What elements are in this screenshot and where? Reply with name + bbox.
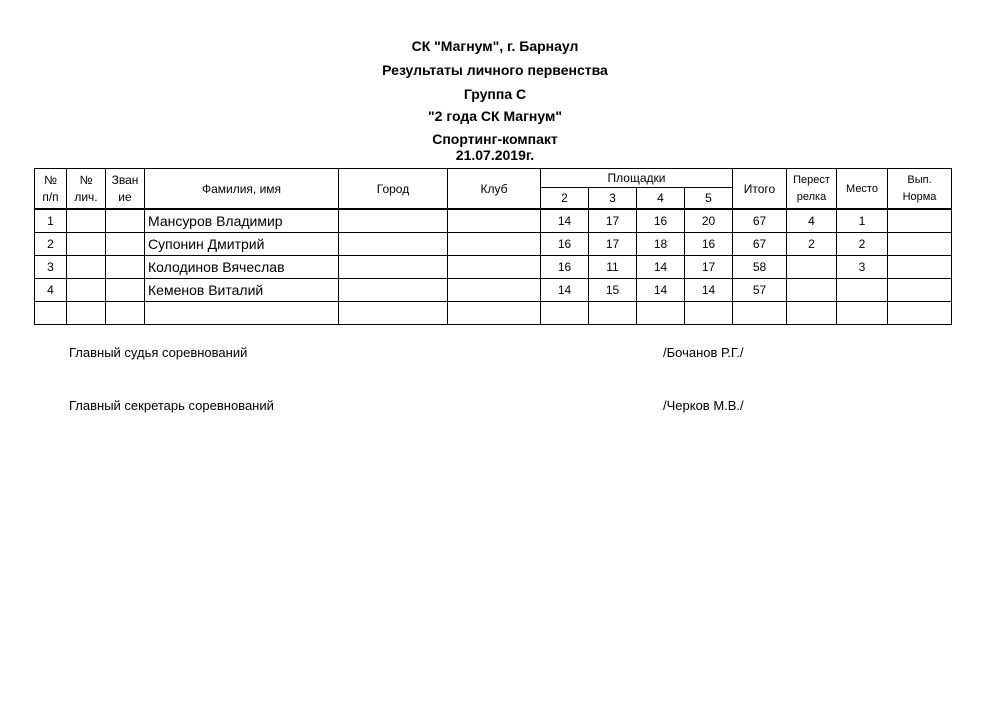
col-rank-header: Зван ие	[106, 169, 145, 210]
table-row	[35, 209, 952, 233]
table-row	[35, 279, 952, 302]
col-license-header: № лич.	[67, 169, 106, 210]
row-platform-4: 14	[637, 256, 685, 279]
row-platform-4: 18	[637, 233, 685, 256]
row-club	[448, 279, 541, 302]
row-num: 1	[35, 209, 67, 233]
empty-cell	[145, 302, 339, 325]
empty-cell	[67, 302, 106, 325]
col-platform-5-header: 5	[685, 188, 733, 210]
row-club	[448, 233, 541, 256]
col-norm-header: Вып. Норма	[888, 169, 952, 210]
row-name: Мансуров Владимир	[145, 209, 339, 233]
row-norm	[888, 279, 952, 302]
empty-cell	[106, 302, 145, 325]
empty-cell	[787, 302, 837, 325]
row-platform-3: 17	[589, 233, 637, 256]
row-total: 58	[733, 256, 787, 279]
row-total: 67	[733, 233, 787, 256]
empty-cell	[888, 302, 952, 325]
row-num: 4	[35, 279, 67, 302]
row-city	[339, 256, 448, 279]
empty-cell	[837, 302, 888, 325]
date-title: 21.07.2019г.	[455, 147, 535, 163]
discipline-title: Спортинг-компакт	[432, 131, 558, 147]
row-shootoff: 2	[787, 233, 837, 256]
judge-name: /Бочанов Р.Г./	[663, 345, 744, 360]
row-total: 57	[733, 279, 787, 302]
row-club	[448, 256, 541, 279]
row-rank	[106, 233, 145, 256]
row-platform-5: 20	[685, 209, 733, 233]
table-row	[35, 256, 952, 279]
row-place	[837, 279, 888, 302]
col-club-header: Клуб	[448, 169, 541, 210]
row-norm	[888, 256, 952, 279]
row-platform-5: 17	[685, 256, 733, 279]
row-platform-2: 14	[541, 279, 589, 302]
row-city	[339, 233, 448, 256]
empty-cell	[685, 302, 733, 325]
row-total: 67	[733, 209, 787, 233]
row-rank	[106, 279, 145, 302]
col-platform-2-header: 2	[541, 188, 589, 210]
col-name-header: Фамилия, имя	[145, 169, 339, 210]
row-platform-4: 14	[637, 279, 685, 302]
row-license	[67, 279, 106, 302]
row-place: 2	[837, 233, 888, 256]
group-title: Группа С	[463, 86, 527, 102]
results-table	[34, 168, 952, 325]
table-row-empty	[35, 302, 952, 325]
row-platform-5: 14	[685, 279, 733, 302]
row-shootoff	[787, 279, 837, 302]
empty-cell	[589, 302, 637, 325]
col-platforms-header: Площадки	[541, 169, 733, 188]
row-place: 1	[837, 209, 888, 233]
row-license	[67, 209, 106, 233]
row-norm	[888, 233, 952, 256]
empty-cell	[339, 302, 448, 325]
row-num: 3	[35, 256, 67, 279]
secretary-name: /Черков М.В./	[663, 398, 744, 413]
row-platform-2: 16	[541, 233, 589, 256]
row-num: 2	[35, 233, 67, 256]
row-platform-2: 16	[541, 256, 589, 279]
empty-cell	[637, 302, 685, 325]
col-platform-4-header: 4	[637, 188, 685, 210]
row-license	[67, 256, 106, 279]
row-platform-3: 15	[589, 279, 637, 302]
row-place: 3	[837, 256, 888, 279]
results-title: Результаты личного первенства	[382, 62, 608, 78]
row-platform-3: 17	[589, 209, 637, 233]
empty-cell	[448, 302, 541, 325]
row-shootoff	[787, 256, 837, 279]
col-place-header: Место	[837, 169, 888, 210]
org-title: СК "Магнум", г. Барнаул	[411, 38, 579, 54]
empty-cell	[541, 302, 589, 325]
row-club	[448, 209, 541, 233]
row-norm	[888, 209, 952, 233]
col-city-header: Город	[339, 169, 448, 210]
row-license	[67, 233, 106, 256]
row-city	[339, 209, 448, 233]
row-platform-2: 14	[541, 209, 589, 233]
row-platform-3: 11	[589, 256, 637, 279]
row-rank	[106, 209, 145, 233]
judge-label: Главный судья соревнований	[69, 345, 248, 360]
row-platform-5: 16	[685, 233, 733, 256]
row-rank	[106, 256, 145, 279]
col-total-header: Итого	[733, 169, 787, 210]
col-num-header: № п/п	[35, 169, 67, 210]
empty-cell	[733, 302, 787, 325]
secretary-label: Главный секретарь соревнований	[69, 398, 274, 413]
empty-cell	[35, 302, 67, 325]
table-row	[35, 233, 952, 256]
col-shootoff-header: Перест релка	[787, 169, 837, 210]
col-platform-3-header: 3	[589, 188, 637, 210]
row-platform-4: 16	[637, 209, 685, 233]
competition-title: "2 года СК Магнум"	[428, 108, 562, 124]
row-name: Супонин Дмитрий	[145, 233, 339, 256]
row-shootoff: 4	[787, 209, 837, 233]
row-name: Колодинов Вячеслав	[145, 256, 339, 279]
row-name: Кеменов Виталий	[145, 279, 339, 302]
row-city	[339, 279, 448, 302]
